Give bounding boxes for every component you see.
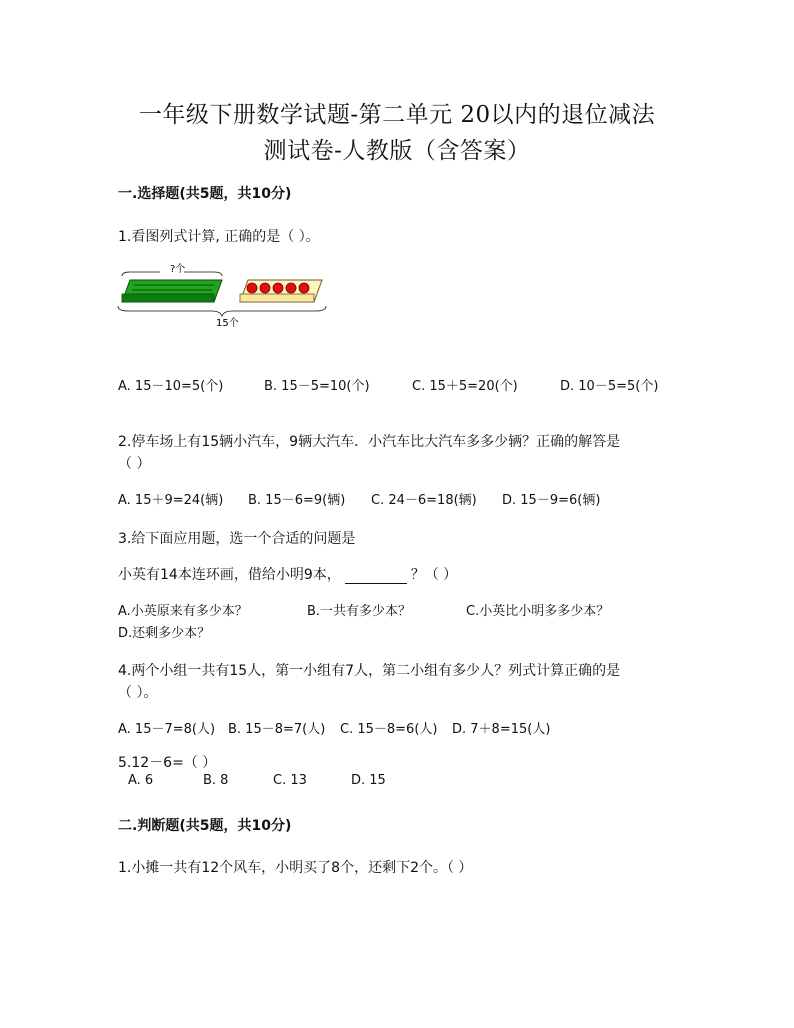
title-line-2: 测试卷-人教版（含答案） bbox=[263, 138, 531, 164]
q5-option-b: B. 8 bbox=[203, 773, 229, 788]
q3-option-d: D.还剩多少本？ bbox=[118, 626, 211, 641]
figure-unknown-label: ?个 bbox=[170, 264, 186, 275]
q2-option-a: A. 15＋9=24(辆) bbox=[118, 493, 224, 508]
q4-option-c: C. 15－8=6(人) bbox=[340, 722, 438, 737]
q1-option-b: B. 15－5=10(个) bbox=[264, 379, 370, 394]
q4-option-b: B. 15－8=7(人) bbox=[228, 722, 326, 737]
judgement-1-stem: 1.小摊一共有12个风车，小明买了8个，还剩下2个。（ ） bbox=[118, 860, 473, 876]
red-ball bbox=[247, 283, 257, 293]
red-ball bbox=[299, 283, 309, 293]
q3-option-c: C.小英比小明多多少本？ bbox=[466, 604, 610, 619]
title-line-1: 一年级下册数学试题-第二单元 20以内的退位减法 bbox=[138, 102, 656, 128]
section-heading-choice: 一.选择题(共5题，共10分) bbox=[118, 186, 292, 202]
q5-option-d: D. 15 bbox=[351, 773, 386, 788]
q3-option-b: B.一共有多少本？ bbox=[307, 604, 412, 619]
q2-option-d: D. 15－9=6(辆) bbox=[502, 493, 601, 508]
question-1-stem: 1.看图列式计算, 正确的是（ ）。 bbox=[118, 229, 320, 245]
q5-option-c: C. 13 bbox=[273, 773, 307, 788]
q1-option-d: D. 10－5=5(个) bbox=[560, 379, 659, 394]
q4-option-a: A. 15－7=8(人) bbox=[118, 722, 216, 737]
problem-tail: ？（ ） bbox=[410, 567, 458, 583]
figure-total-label: 15个 bbox=[216, 318, 239, 329]
question-2-stem: 2.停车场上有15辆小汽车，9辆大汽车．小汽车比大汽车多多少辆？正确的解答是 bbox=[118, 434, 621, 450]
q2-option-b: B. 15－6=9(辆) bbox=[248, 493, 346, 508]
q2-option-c: C. 24－6=18(辆) bbox=[371, 493, 477, 508]
q5-option-a: A. 6 bbox=[128, 773, 154, 788]
question-3-problem bbox=[118, 564, 457, 584]
red-ball bbox=[260, 283, 270, 293]
total-brace bbox=[118, 306, 326, 316]
question-4-stem-cont: （ ）。 bbox=[118, 685, 158, 701]
q3-option-a: A.小英原来有多少本？ bbox=[118, 604, 248, 619]
answer-blank bbox=[345, 569, 407, 584]
question-1-figure bbox=[114, 258, 334, 330]
question-2-stem-cont: （ ） bbox=[118, 456, 151, 472]
red-ball bbox=[286, 283, 296, 293]
problem-text: 小英有14本连环画，借给小明9本， bbox=[118, 567, 341, 583]
q1-option-a: A. 15－10=5(个) bbox=[118, 379, 224, 394]
question-5-stem: 5.12－6=（ ） bbox=[118, 755, 217, 771]
red-ball bbox=[273, 283, 283, 293]
question-4-stem: 4.两个小组一共有15人，第一小组有7人，第二小组有多少人？列式计算正确的是 bbox=[118, 663, 621, 679]
q4-option-d: D. 7＋8=15(人) bbox=[452, 722, 551, 737]
q1-option-c: C. 15＋5=20(个) bbox=[412, 379, 518, 394]
question-3-stem: 3.给下面应用题，选一个合适的问题是 bbox=[118, 531, 356, 547]
section-heading-judgement: 二.判断题(共5题，共10分) bbox=[118, 818, 292, 834]
